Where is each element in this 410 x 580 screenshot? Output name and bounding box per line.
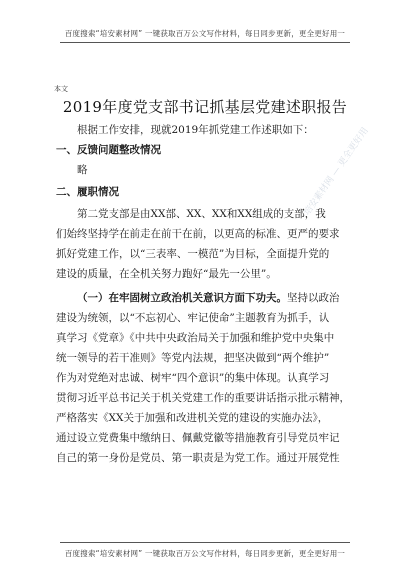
paragraph-line: 第二党支部是由XX部、XX、XX和XX组成的支部，我 [77, 208, 326, 220]
paragraph-line: 严格落实《XX关于加强和改进机关党的建设的实施办法》， [56, 412, 329, 424]
section-2-paragraph-1 [56, 204, 356, 284]
section-1-heading: 一、反馈问题整改情况 [56, 144, 161, 156]
footer-divider [60, 542, 350, 543]
paragraph-line: 们始终坚持学在前走在前干在前，以更高的标准、更严的要求 [56, 228, 340, 240]
paragraph-line: 抓好党建工作，以“三表率、一模范”为目标，全面提升党的 [56, 248, 330, 260]
section-1-body: 略 [77, 164, 88, 176]
watermark: 培安素材网 — 更全更好用 [302, 125, 371, 218]
subsection-1-heading: （一）在牢固树立政治机关意识方面下功夫。 [77, 292, 287, 304]
section-2-paragraph-2 [56, 288, 356, 468]
paragraph-line: 贯彻习近平总书记关于机关党建工作的重要讲话指示批示精神， [56, 392, 350, 404]
intro-paragraph: 根据工作安排，现就2019年抓党建工作述职如下： [77, 124, 314, 136]
paragraph-line: 统一领导的若干准则》等党内法规，把坚决做到“两个维护” [56, 352, 330, 364]
paragraph-line: 作为对党绝对忠诚、树牢“四个意识”的集中体现。认真学习 [56, 372, 330, 384]
paragraph-line: 建设为统领，以“不忘初心、牢记使命”主题教育为抓手，认 [56, 312, 330, 324]
section-2-heading: 二、履职情况 [56, 186, 119, 198]
paragraph-line: 自己的第一身份是党员、第一职责是为党工作。通过开展党性 [56, 452, 340, 464]
header-divider [60, 42, 350, 43]
paragraph-line: 建设的质量，在全机关努力跑好“最先一公里”。 [56, 268, 277, 280]
page-footer-banner: 百度搜索“培安素材网” 一键获取百万公文写作材料，每日同步更新，更全更好用一 [64, 549, 346, 558]
document-label: 本文 [54, 85, 68, 93]
subsection-1-lead [56, 288, 356, 308]
document-title: 2019年度党支部书记抓基层党建述职报告 [62, 98, 348, 116]
paragraph-line: 通过设立党费集中缴纳日、佩戴党徽等措施教育引导党员牢记 [56, 432, 340, 444]
page-header-banner: 百度搜索“培安素材网” 一键获取百万公文写作材料，每日同步更新，更全更好用一 [64, 29, 346, 38]
subsection-1-lead-rest: 坚持以政治 [287, 292, 340, 304]
paragraph-line: 真学习《党章》《中共中央政治局关于加强和维护党中央集中 [56, 332, 335, 344]
